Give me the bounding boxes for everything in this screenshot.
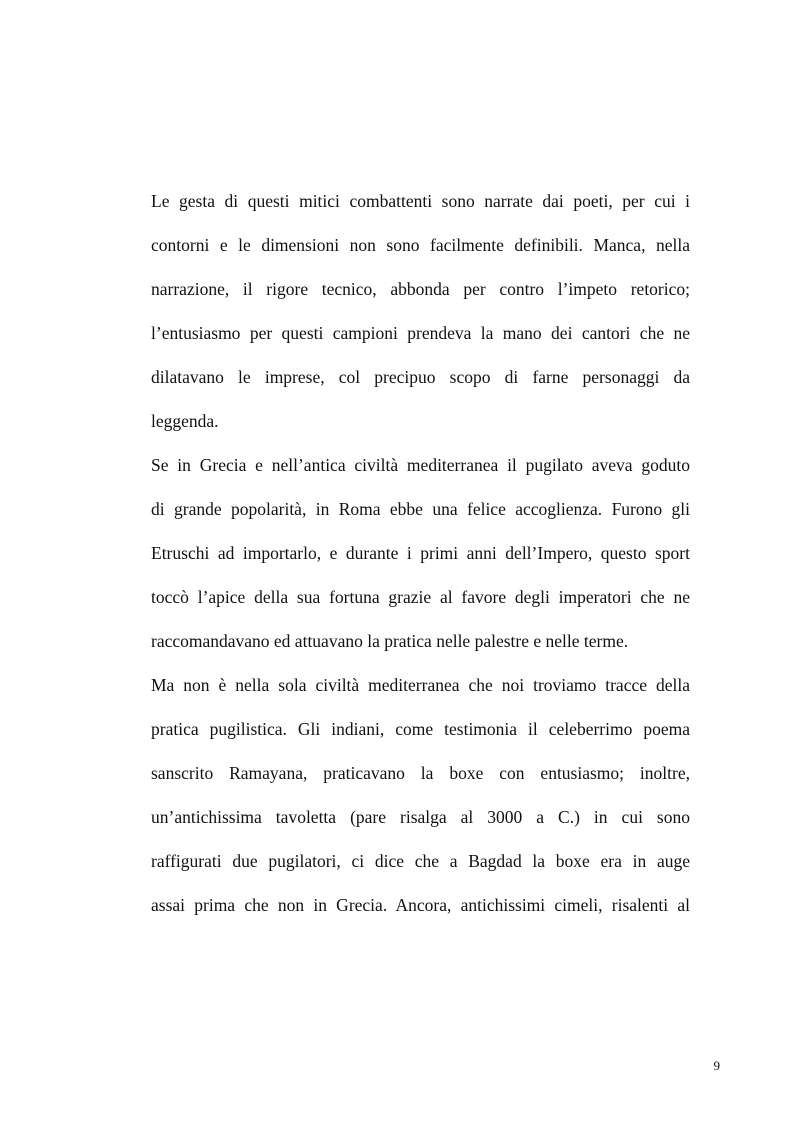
text-line: pratica pugilistica. Gli indiani, come testimonia il celeberrimo poema <box>151 719 690 739</box>
text-line: di grande popolarità, in Roma ebbe una felice accoglienza. Furono gli <box>151 499 690 519</box>
text-line: leggenda. <box>151 411 219 431</box>
page-number: 9 <box>713 1058 720 1073</box>
text-line: dilatavano le imprese, col precipuo scopo di farne personaggi da <box>151 367 690 387</box>
text-line: sanscrito Ramayana, praticavano la boxe con entusiasmo; inoltre, <box>151 763 690 783</box>
text-line: Etruschi ad importarlo, e durante i primi anni dell’Impero, questo sport <box>151 543 690 563</box>
text-line: Le gesta di questi mitici combattenti sono narrate dai poeti, per cui i <box>151 191 690 211</box>
text-line: l’entusiasmo per questi campioni prendeva la mano dei cantori che ne <box>151 323 690 343</box>
text-line: raccomandavano ed attuavano la pratica nelle palestre e nelle terme. <box>151 631 629 651</box>
text-line: raffigurati due pugilatori, ci dice che a Bagdad la boxe era in auge <box>151 851 690 871</box>
text-line: narrazione, il rigore tecnico, abbonda per contro l’impeto retorico; <box>151 279 690 299</box>
text-line: Ma non è nella sola civiltà mediterranea che noi troviamo tracce della <box>151 675 690 695</box>
text-line: contorni e le dimensioni non sono facilmente definibili. Manca, nella <box>151 235 690 255</box>
text-line: Se in Grecia e nell’antica civiltà mediterranea il pugilato aveva goduto <box>151 455 690 475</box>
text-line: un’antichissima tavoletta (pare risalga al 3000 a C.) in cui sono <box>151 807 690 827</box>
body-text <box>151 186 690 934</box>
text-line: assai prima che non in Grecia. Ancora, antichissimi cimeli, risalenti al <box>151 895 690 915</box>
text-line: toccò l’apice della sua fortuna grazie al favore degli imperatori che ne <box>151 587 690 607</box>
